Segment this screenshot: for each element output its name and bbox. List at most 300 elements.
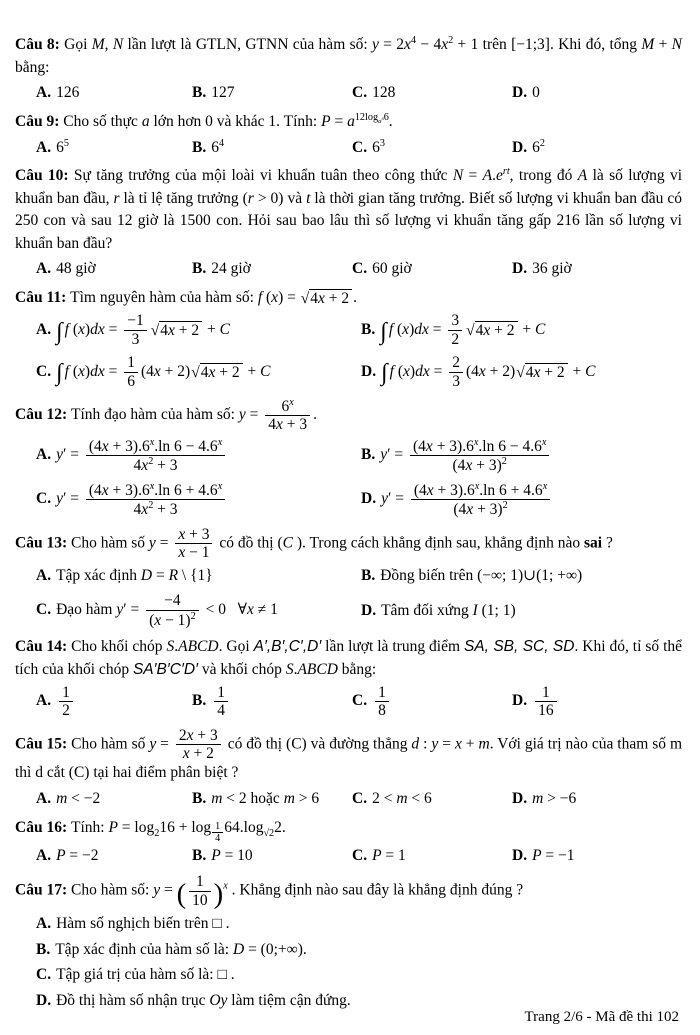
math-expression: Oy [209, 992, 228, 1010]
option-label: D. [361, 490, 377, 508]
math-expression: y = 2x [372, 36, 411, 54]
bold-text: Câu 13: [15, 534, 71, 552]
math-fraction [86, 481, 225, 519]
math-sqrt [466, 321, 517, 339]
math-expression: P = a [321, 112, 355, 130]
question-17-option-C [36, 964, 682, 986]
option-label: B. [192, 84, 207, 102]
option-content [211, 684, 231, 720]
option-content [55, 941, 307, 958]
math-expression: 4x + 2 [160, 322, 200, 340]
math-expression: x + 3 [178, 525, 210, 543]
math-expression: x [149, 436, 155, 448]
fraction-numerator [214, 684, 228, 701]
math-text: 4 [217, 702, 225, 720]
integral-icon: ∫ [381, 360, 388, 387]
option-label: B. [192, 692, 207, 710]
question-16-options [36, 845, 682, 867]
math-text: 2 [539, 137, 545, 149]
math-text: 1 [541, 684, 550, 702]
math-text: . Khẳng định nào sau đây là khẳng định đúng ? [227, 881, 524, 899]
fraction-numerator [189, 873, 211, 890]
math-text: 1 [196, 873, 204, 891]
radical-icon: √ [300, 290, 310, 308]
radical-icon: √ [191, 363, 200, 381]
option-label: A. [36, 84, 52, 102]
math-text: 6 [372, 138, 380, 156]
math-text: + 3 [153, 457, 178, 475]
option-content [56, 354, 271, 390]
math-expression: P = 10 [211, 846, 253, 864]
fraction-denominator [214, 701, 228, 719]
question-13-option-C [36, 592, 361, 629]
math-text: 48 giờ [56, 260, 96, 278]
question-8 [15, 34, 682, 104]
math-expression: (−∞; 1)∪(1; +∞) [477, 566, 583, 584]
option-label: A. [36, 846, 52, 864]
option-label: A. [36, 138, 52, 156]
math-fraction [535, 684, 557, 720]
math-expression: x [223, 880, 228, 892]
math-text: 127 [211, 84, 235, 102]
math-expression: x [217, 436, 223, 448]
math-expression: I (1; 1) [472, 601, 516, 619]
math-expression: 2 < m < 6 [372, 789, 432, 807]
fraction-denominator [124, 330, 147, 348]
question-16-option-C [352, 845, 512, 867]
question-12-stem [15, 397, 682, 434]
fraction-denominator [146, 610, 199, 630]
question-14-option-B [192, 684, 352, 720]
option-content [56, 992, 351, 1009]
radical-icon: √ [516, 363, 525, 381]
question-9-option-D [512, 136, 682, 158]
math-text: Cho khối chóp [71, 638, 167, 656]
option-label: C. [352, 846, 368, 864]
questions [15, 34, 682, 1012]
math-fraction [449, 354, 463, 390]
option-content [56, 84, 79, 101]
question-17-option-B [36, 939, 682, 961]
question-12-option-B [361, 437, 682, 475]
math-text: 2 [452, 354, 460, 372]
math-expression: m < 2 [211, 789, 247, 807]
fraction-denominator [86, 499, 225, 519]
option-content [56, 139, 69, 156]
bold-text: Câu 12: [15, 405, 71, 423]
radicand [200, 363, 243, 381]
math-text: bằng: [15, 58, 50, 76]
option-label: B. [361, 446, 376, 464]
superscript [503, 500, 508, 511]
math-fraction [212, 821, 223, 845]
option-label: A. [36, 914, 52, 932]
question-14-option-A [36, 684, 192, 720]
bold-text: Câu 9: [15, 112, 64, 130]
option-label: A. [36, 260, 52, 278]
math-text: 16 [538, 702, 554, 720]
math-expression: y′ = [381, 490, 408, 508]
fraction-denominator [410, 455, 549, 475]
math-text: 36 giờ [532, 260, 572, 278]
fraction-denominator [124, 372, 138, 390]
math-text: Gọi [64, 36, 92, 54]
question-14-stem [15, 636, 682, 681]
math-expression: + C [243, 362, 271, 380]
math-text: Cho số thực [63, 112, 142, 130]
math-text: 6 [532, 138, 540, 156]
question-12-option-C [36, 481, 361, 519]
math-text: 128 [372, 84, 396, 102]
math-text: 1 [127, 354, 135, 372]
question-15-option-B [192, 788, 352, 810]
math-text: 6 [383, 111, 389, 123]
option-content [372, 260, 412, 277]
fraction-numerator [124, 354, 138, 371]
superscript [355, 112, 389, 123]
question-15-option-C [352, 788, 512, 810]
math-expression: (4x + 3).6 [413, 481, 475, 499]
fraction-numerator [411, 481, 550, 500]
question-10-options [36, 258, 682, 280]
math-text: 6 [281, 398, 290, 416]
question-11-option-A [36, 312, 361, 348]
math-expression: y = [148, 534, 173, 552]
question-13-option-A [36, 565, 361, 587]
math-text: ? [602, 534, 613, 552]
math-text: . [388, 112, 393, 130]
superscript [542, 437, 547, 448]
fraction-denominator [265, 415, 310, 433]
option-label: D. [361, 601, 377, 619]
math-expression: d : y = x + m [411, 735, 490, 753]
math-text: 2 [148, 500, 154, 512]
question-13-options [36, 565, 682, 630]
superscript [218, 437, 223, 448]
math-text: và khối chóp [197, 660, 286, 678]
math-text: Tìm nguyên hàm của hàm số: [70, 288, 258, 306]
superscript [219, 137, 224, 148]
option-content [381, 480, 553, 519]
math-text: 1 [217, 684, 225, 702]
math-expression: P [108, 818, 118, 836]
math-text: 4 [218, 137, 225, 149]
math-text: 4 [410, 35, 417, 46]
question-11-options [36, 312, 682, 389]
question-15-stem [15, 727, 682, 785]
math-expression: x + 2 [182, 745, 214, 763]
option-label: B. [192, 789, 207, 807]
fraction-numerator [375, 684, 389, 701]
option-label: D. [361, 362, 377, 380]
question-9-option-A [36, 136, 192, 158]
math-text: là tỉ lệ tăng trưởng [119, 189, 243, 207]
option-label: A. [36, 692, 52, 710]
superscript [289, 397, 294, 408]
fraction-numerator [175, 526, 212, 543]
math-fraction [189, 873, 211, 909]
math-text: Tập xác định [56, 566, 141, 584]
math-text: và [283, 189, 307, 207]
math-expression: m > 6 [283, 789, 320, 807]
question-13 [15, 526, 682, 629]
fraction-denominator [59, 701, 73, 719]
math-expression: (C ) [277, 534, 303, 552]
math-expression: f (x) = [257, 288, 300, 306]
question-14-option-C [352, 684, 512, 720]
option-content [380, 436, 552, 475]
math-expression: + C [568, 362, 596, 380]
option-label: D. [512, 846, 528, 864]
math-expression: (4x + 2) [140, 362, 191, 380]
option-label: C. [352, 789, 368, 807]
option-label: B. [361, 320, 376, 338]
option-content [56, 592, 278, 629]
math-text: Đồ thị hàm số nhận trục [56, 992, 210, 1010]
math-expression: 4x + 2 [310, 290, 350, 308]
math-text: SA, SB, SC, SD [463, 638, 575, 656]
math-text: hoặc [246, 789, 284, 807]
question-17-options [36, 913, 682, 1012]
fraction-numerator [449, 354, 463, 371]
fraction-numerator [212, 821, 223, 832]
option-content [56, 436, 228, 475]
math-expression: x [289, 396, 294, 408]
math-text: 2 [190, 610, 196, 622]
math-text: có đồ thị [215, 534, 278, 552]
fraction-denominator [175, 543, 212, 561]
math-fraction [410, 437, 549, 475]
math-text: Tâm đối xứng [381, 601, 473, 619]
math-text: 12log [354, 111, 379, 123]
math-expression: N = A.e [452, 167, 503, 185]
math-text: lần lượt là GTLN, GTNN của hàm số: [123, 36, 372, 54]
question-16-option-B [192, 845, 352, 867]
subscript [211, 820, 224, 845]
math-expression: x [217, 480, 223, 492]
fraction-denominator [448, 330, 462, 348]
math-expression: x − 1 [178, 544, 210, 562]
option-content [532, 84, 540, 101]
math-text: 2 [502, 500, 508, 512]
math-text: 126 [56, 84, 80, 102]
option-content [56, 480, 228, 519]
math-fraction [146, 592, 199, 629]
fraction-numerator [86, 481, 225, 500]
option-label: C. [36, 601, 52, 619]
option-label: D. [512, 692, 528, 710]
math-text: .ln 6 + 4.6 [479, 481, 543, 499]
math-fraction [124, 312, 147, 348]
math-text: 0 [532, 84, 540, 102]
option-label: C. [352, 138, 368, 156]
fraction-denominator [535, 701, 557, 719]
math-text: Đạo hàm [56, 601, 117, 619]
question-11-option-D [361, 354, 682, 390]
fraction-denominator [176, 744, 221, 762]
math-text: 2 [154, 827, 160, 839]
integral-icon: ∫ [56, 318, 63, 345]
superscript [503, 166, 510, 177]
question-8-option-A [36, 82, 192, 104]
math-text: là thời gian tăng trưởng. Biết số lượng vi khuẩn ban đầu có 250 con và sau 12 giờ là 1500 con. Hỏi sau bao lâu thì số lượng vi khuẩn tăng gấp 216 lần số lượng vi khuẩn ban đầu? [15, 189, 683, 252]
math-text: 16 + log [159, 818, 212, 836]
math-text: 24 giờ [211, 260, 251, 278]
math-text: 3 [379, 137, 385, 149]
math-expression: m < −2 [56, 789, 101, 807]
option-content [372, 684, 392, 720]
math-fraction [86, 437, 225, 475]
question-15-options [36, 788, 682, 810]
bold-text: sai [584, 534, 603, 552]
math-expression: x [542, 480, 548, 492]
math-text: A′,B′,C′,D′ [253, 638, 322, 656]
math-expression: f (x)dx = [64, 320, 122, 338]
math-text: 2 [448, 35, 454, 46]
integral-icon: ∫ [56, 360, 63, 387]
math-text: Tính: [70, 818, 109, 836]
math-fraction [375, 684, 389, 720]
page-footer: Trang 2/6 - Mã đề thi 102 [524, 1009, 679, 1025]
option-label: B. [192, 260, 207, 278]
math-expression: S.ABCD [285, 660, 338, 678]
math-expression: x [474, 480, 480, 492]
math-text: 2 [451, 330, 460, 348]
question-9-option-B [192, 136, 352, 158]
math-text: làm tiệm cận đứng. [227, 992, 351, 1010]
math-expression: P = 1 [372, 846, 406, 864]
option-label: A. [36, 446, 52, 464]
math-text: 1 [215, 820, 221, 832]
math-expression: < 0 ∀x ≠ 1 [201, 601, 278, 619]
fraction-denominator [449, 372, 463, 390]
math-expression: a [378, 117, 382, 125]
math-text: . Khi đó, tỉ số thể tích của khối chóp [15, 638, 683, 678]
option-label: D. [512, 260, 528, 278]
option-label: A. [36, 320, 52, 338]
math-text: 4 [381, 115, 384, 121]
math-sqrt [516, 363, 567, 381]
question-9-options [36, 136, 682, 158]
math-text: .ln 6 + 4.6 [154, 481, 218, 499]
math-expression: + C [518, 320, 546, 338]
integral-icon: ∫ [380, 318, 387, 345]
question-14-options [36, 684, 682, 720]
question-14 [15, 636, 682, 720]
option-content [56, 260, 96, 277]
superscript [502, 456, 507, 467]
bold-text: Câu 10: [15, 167, 74, 185]
math-text: 2 [501, 456, 507, 468]
math-expression: a [141, 112, 150, 130]
option-content [56, 312, 230, 348]
fraction-denominator [86, 455, 225, 475]
math-expression: x [473, 436, 479, 448]
math-text: + 1 trên [−1;3]. Khi đó, tổng [453, 36, 642, 54]
math-expression: (x − 1) [149, 611, 191, 629]
option-content [532, 139, 545, 156]
bold-text: Câu 15: [15, 735, 72, 753]
math-text: là số lượng vi khuẩn ban đầu, [15, 167, 683, 207]
option-label: D. [36, 992, 52, 1010]
fraction-numerator [535, 684, 557, 701]
question-10-option-C [352, 258, 512, 280]
question-9 [15, 111, 682, 158]
math-expression: + C [203, 320, 230, 338]
question-8-option-D [512, 82, 682, 104]
question-10-stem [15, 165, 682, 255]
math-text: bằng: [337, 660, 377, 678]
math-text: .ln 6 − 4.6 [154, 437, 218, 455]
math-text: . Gọi [218, 638, 254, 656]
option-content [56, 966, 235, 983]
math-text: Đồng biến trên [380, 566, 478, 584]
math-expression: (4x + 3).6 [88, 481, 150, 499]
fraction-numerator [410, 437, 549, 456]
question-17-option-A [36, 913, 682, 935]
subscript [263, 828, 274, 839]
option-content [380, 567, 582, 584]
radicand [309, 289, 352, 307]
question-12-option-A [36, 437, 361, 475]
question-11 [15, 287, 682, 390]
option-content [211, 84, 234, 101]
option-content [56, 915, 229, 932]
option-content [532, 260, 572, 277]
option-label: C. [352, 692, 368, 710]
math-expression: y = [149, 735, 173, 753]
math-expression: D = (0;+∞) [232, 940, 303, 958]
fraction-denominator [189, 891, 211, 909]
bold-text: Câu 14: [15, 638, 72, 656]
math-fraction [448, 312, 462, 348]
question-13-option-D [361, 600, 682, 622]
math-text: 3 [452, 372, 460, 390]
math-text: Hàm số nghịch biến trên □ . [56, 914, 230, 932]
option-content [372, 84, 395, 101]
math-text: Cho hàm số [71, 735, 150, 753]
fraction-numerator [448, 312, 462, 329]
math-expression: 4x + 2 [200, 363, 240, 381]
math-fraction [59, 684, 73, 720]
math-expression: r [113, 189, 120, 207]
option-content [381, 602, 516, 619]
option-content [372, 790, 432, 807]
question-8-options [36, 82, 682, 104]
math-text: −4 [164, 592, 181, 610]
math-expression: 4x + 3 [268, 416, 308, 434]
math-text: . Trong cách khẳng định sau, khẳng định nào [302, 534, 584, 552]
option-label: D. [512, 138, 528, 156]
option-label: C. [36, 490, 52, 508]
math-text: Cho hàm số: [70, 881, 154, 899]
math-text: −1 [127, 312, 144, 330]
option-label: C. [352, 260, 368, 278]
math-text: 60 giờ [372, 260, 412, 278]
math-expression: (r > 0) [242, 189, 284, 207]
superscript [543, 481, 548, 492]
fraction-denominator [411, 499, 550, 519]
question-13-option-B [361, 565, 682, 587]
math-expression: M + N [641, 36, 683, 54]
superscript [64, 137, 69, 148]
math-expression: S.ABCD [166, 638, 219, 656]
question-16 [15, 817, 682, 867]
option-content [381, 354, 596, 390]
math-sqrt [301, 289, 352, 307]
math-expression: x [541, 436, 547, 448]
math-text: .ln 6 − 4.6 [478, 437, 542, 455]
